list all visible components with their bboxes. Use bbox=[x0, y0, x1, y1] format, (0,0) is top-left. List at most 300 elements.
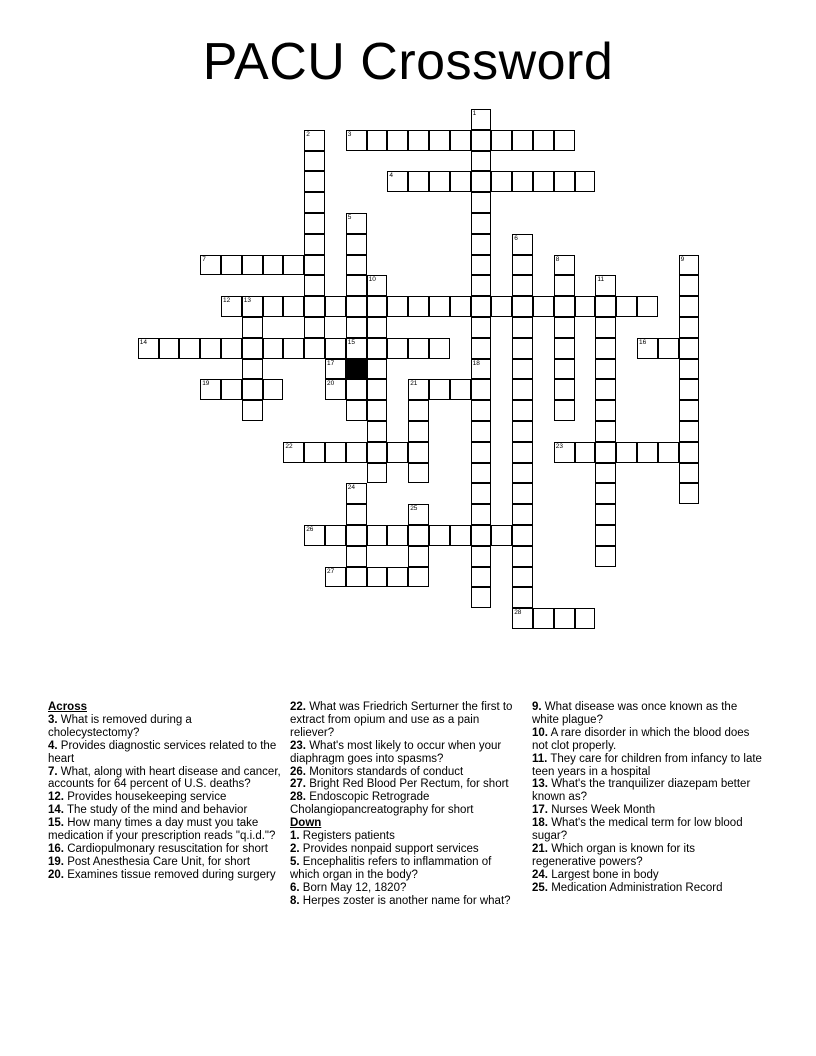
crossword-cell[interactable] bbox=[346, 213, 367, 234]
crossword-cell[interactable] bbox=[367, 525, 388, 546]
crossword-cell[interactable] bbox=[304, 296, 325, 317]
crossword-cell[interactable] bbox=[616, 296, 637, 317]
crossword-cell[interactable] bbox=[595, 400, 616, 421]
crossword-cell[interactable] bbox=[595, 317, 616, 338]
crossword-cell[interactable] bbox=[471, 275, 492, 296]
crossword-cell[interactable] bbox=[429, 525, 450, 546]
clues-column-1 bbox=[48, 701, 284, 882]
crossword-cell[interactable] bbox=[533, 171, 554, 192]
crossword-cell[interactable] bbox=[679, 317, 700, 338]
crossword-cell[interactable] bbox=[221, 338, 242, 359]
crossword-cell[interactable] bbox=[554, 296, 575, 317]
across-heading: Across bbox=[48, 701, 87, 713]
crossword-cell[interactable] bbox=[387, 296, 408, 317]
crossword-cell[interactable] bbox=[408, 338, 429, 359]
crossword-cell[interactable] bbox=[512, 379, 533, 400]
crossword-cell[interactable] bbox=[159, 338, 180, 359]
clue-number-label: 17. bbox=[532, 804, 548, 817]
crossword-cell[interactable] bbox=[512, 338, 533, 359]
crossword-cell[interactable] bbox=[471, 463, 492, 484]
crossword-cell[interactable] bbox=[471, 442, 492, 463]
crossword-cell[interactable] bbox=[283, 255, 304, 276]
crossword-cell[interactable] bbox=[367, 338, 388, 359]
clue-text: What disease was once known as the white plague? bbox=[532, 701, 738, 726]
clue-text: What is removed during a cholecystectomy? bbox=[48, 713, 192, 739]
crossword-cell[interactable] bbox=[512, 525, 533, 546]
crossword-cell[interactable] bbox=[408, 463, 429, 484]
crossword-cell[interactable] bbox=[242, 379, 263, 400]
crossword-cell[interactable] bbox=[179, 338, 200, 359]
crossword-cell[interactable] bbox=[346, 400, 367, 421]
crossword-cell[interactable] bbox=[304, 338, 325, 359]
clue-number: 12 bbox=[223, 297, 231, 305]
clue-item bbox=[48, 714, 284, 740]
crossword-cell[interactable] bbox=[346, 546, 367, 567]
crossword-cell[interactable] bbox=[575, 171, 596, 192]
crossword-cell[interactable] bbox=[367, 296, 388, 317]
clue-number: 1 bbox=[472, 110, 477, 117]
clue-number: 18 bbox=[472, 359, 480, 367]
crossword-cell[interactable] bbox=[554, 338, 575, 359]
crossword-cell[interactable] bbox=[512, 171, 533, 192]
clue-text: Endoscopic Retrograde Cholangiopancreatography for short bbox=[290, 791, 474, 817]
crossword-cell[interactable] bbox=[512, 359, 533, 380]
crossword-cell[interactable] bbox=[637, 296, 658, 317]
crossword-cell[interactable] bbox=[263, 338, 284, 359]
crossword-cell[interactable] bbox=[471, 192, 492, 213]
crossword-cell[interactable] bbox=[325, 338, 346, 359]
clue-number-label: 24. bbox=[532, 868, 548, 881]
crossword-cell[interactable] bbox=[512, 275, 533, 296]
crossword-cell[interactable] bbox=[471, 546, 492, 567]
clue-number: 6 bbox=[514, 234, 518, 242]
crossword-cell[interactable] bbox=[575, 296, 596, 317]
crossword-cell[interactable] bbox=[304, 255, 325, 276]
clue-text: The study of the mind and behavior bbox=[67, 804, 248, 817]
crossword-cell[interactable] bbox=[595, 379, 616, 400]
crossword-cell[interactable] bbox=[408, 379, 429, 400]
clue-item bbox=[48, 804, 284, 817]
crossword-cell[interactable] bbox=[471, 171, 492, 192]
crossword-cell[interactable] bbox=[304, 275, 325, 296]
clue-item bbox=[48, 869, 284, 882]
clue-number: 7 bbox=[202, 255, 206, 263]
clue-number: 22 bbox=[285, 442, 293, 450]
clue-text: Post Anesthesia Care Unit, for short bbox=[67, 855, 251, 868]
crossword-cell[interactable] bbox=[408, 546, 429, 567]
clue-text: Cardiopulmonary resuscitation for short bbox=[67, 842, 268, 855]
crossword-cell[interactable] bbox=[387, 338, 408, 359]
clue-number-label: 15. bbox=[48, 817, 64, 830]
crossword-cell[interactable] bbox=[325, 379, 346, 400]
crossword-cell[interactable] bbox=[387, 171, 408, 192]
crossword-cell[interactable] bbox=[367, 400, 388, 421]
crossword-cell[interactable] bbox=[512, 317, 533, 338]
crossword-cell[interactable] bbox=[263, 296, 284, 317]
crossword-cell[interactable] bbox=[658, 442, 679, 463]
crossword-cell[interactable] bbox=[512, 483, 533, 504]
crossword-cell[interactable] bbox=[346, 130, 367, 151]
crossword-cell[interactable] bbox=[512, 567, 533, 588]
crossword-cell[interactable] bbox=[554, 442, 575, 463]
clue-item bbox=[48, 740, 284, 766]
crossword-cell[interactable] bbox=[346, 525, 367, 546]
clue-number-label: 8. bbox=[290, 894, 300, 907]
crossword-cell[interactable] bbox=[679, 338, 700, 359]
crossword-cell[interactable] bbox=[679, 255, 700, 276]
crossword-cell[interactable] bbox=[346, 504, 367, 525]
crossword-cell[interactable] bbox=[221, 296, 242, 317]
crossword-cell[interactable] bbox=[554, 608, 575, 629]
clue-number-label: 13. bbox=[532, 778, 548, 791]
crossword-cell[interactable] bbox=[512, 234, 533, 255]
crossword-cell[interactable] bbox=[595, 463, 616, 484]
crossword-cell[interactable] bbox=[471, 317, 492, 338]
clue-item bbox=[290, 882, 522, 895]
crossword-cell[interactable] bbox=[346, 483, 367, 504]
crossword-cell[interactable] bbox=[387, 567, 408, 588]
crossword-cell[interactable] bbox=[283, 296, 304, 317]
crossword-cell[interactable] bbox=[471, 525, 492, 546]
crossword-cell[interactable] bbox=[595, 421, 616, 442]
clue-item bbox=[290, 791, 522, 817]
crossword-cell[interactable] bbox=[554, 400, 575, 421]
crossword-cell[interactable] bbox=[471, 213, 492, 234]
crossword-cell[interactable] bbox=[242, 317, 263, 338]
clue-number: 24 bbox=[347, 484, 356, 492]
crossword-cell[interactable] bbox=[679, 400, 700, 421]
crossword-cell[interactable] bbox=[304, 234, 325, 255]
crossword-cell[interactable] bbox=[554, 255, 575, 276]
crossword-cell[interactable] bbox=[512, 442, 533, 463]
crossword-cell[interactable] bbox=[200, 338, 221, 359]
crossword-cell[interactable] bbox=[471, 234, 492, 255]
crossword-cell[interactable] bbox=[304, 525, 325, 546]
clue-number-label: 26. bbox=[290, 765, 306, 778]
crossword-cell[interactable] bbox=[512, 400, 533, 421]
clue-text: Nurses Week Month bbox=[551, 804, 656, 817]
clue-item bbox=[532, 753, 762, 779]
crossword-cell[interactable] bbox=[242, 296, 263, 317]
crossword-cell[interactable] bbox=[595, 525, 616, 546]
crossword-cell[interactable] bbox=[491, 171, 512, 192]
crossword-cell[interactable] bbox=[471, 296, 492, 317]
crossword-cell[interactable] bbox=[346, 255, 367, 276]
crossword-cell[interactable] bbox=[450, 525, 471, 546]
crossword-cell[interactable] bbox=[408, 130, 429, 151]
clue-number: 4 bbox=[389, 172, 394, 180]
crossword-cell[interactable] bbox=[575, 608, 596, 629]
clue-item bbox=[532, 882, 762, 895]
crossword-cell[interactable] bbox=[471, 567, 492, 588]
crossword-cell[interactable] bbox=[263, 255, 284, 276]
crossword-cell[interactable] bbox=[512, 608, 533, 629]
clue-text: Provides housekeeping service bbox=[67, 791, 227, 804]
clue-number: 11 bbox=[597, 276, 605, 284]
crossword-cell[interactable] bbox=[242, 359, 263, 380]
crossword-cell[interactable] bbox=[346, 442, 367, 463]
clue-number: 27 bbox=[327, 567, 335, 575]
crossword-cell[interactable] bbox=[471, 504, 492, 525]
crossword-cell[interactable] bbox=[512, 587, 533, 608]
crossword-cell[interactable] bbox=[221, 255, 242, 276]
crossword-cell[interactable] bbox=[325, 359, 346, 380]
crossword-cell[interactable] bbox=[429, 296, 450, 317]
crossword-cell[interactable] bbox=[554, 317, 575, 338]
crossword-cell[interactable] bbox=[346, 567, 367, 588]
clue-number: 2 bbox=[306, 130, 310, 138]
clue-text: Born May 12, 1820? bbox=[302, 881, 407, 894]
clue-item bbox=[290, 843, 522, 856]
clue-number-label: 14. bbox=[48, 804, 64, 817]
clue-item bbox=[290, 830, 522, 843]
crossword-cell[interactable] bbox=[554, 379, 575, 400]
clue-text: What's most likely to occur when your diaphragm goes into spasms? bbox=[290, 739, 502, 765]
crossword-cell[interactable] bbox=[387, 130, 408, 151]
crossword-cell[interactable] bbox=[304, 192, 325, 213]
crossword-cell[interactable] bbox=[283, 442, 304, 463]
crossword-cell[interactable] bbox=[679, 463, 700, 484]
crossword-cell[interactable] bbox=[491, 296, 512, 317]
clue-item bbox=[532, 804, 762, 817]
clue-number: 17 bbox=[327, 359, 335, 367]
crossword-cell[interactable] bbox=[471, 587, 492, 608]
clue-text: A rare disorder in which the blood does not clot properly. bbox=[532, 726, 750, 752]
crossword-cell[interactable] bbox=[367, 421, 388, 442]
crossword-cell[interactable] bbox=[450, 379, 471, 400]
crossword-cell[interactable] bbox=[408, 504, 429, 525]
clue-item bbox=[290, 778, 522, 791]
crossword-cell[interactable] bbox=[367, 463, 388, 484]
crossword-cell[interactable] bbox=[554, 171, 575, 192]
crossword-cell[interactable] bbox=[533, 130, 554, 151]
crossword-cell[interactable] bbox=[367, 567, 388, 588]
crossword-cell[interactable] bbox=[512, 130, 533, 151]
crossword-cell[interactable] bbox=[304, 171, 325, 192]
crossword-cell[interactable] bbox=[491, 130, 512, 151]
clue-text: What was Friedrich Serturner the first to extract from opium and use as a pain reliever? bbox=[290, 701, 513, 739]
clue-number-label: 28. bbox=[290, 791, 306, 804]
crossword-cell[interactable] bbox=[429, 338, 450, 359]
crossword-cell[interactable] bbox=[679, 275, 700, 296]
crossword-cell[interactable] bbox=[471, 379, 492, 400]
crossword-cell[interactable] bbox=[367, 359, 388, 380]
clue-item bbox=[48, 856, 284, 869]
clue-text: Monitors standards of conduct bbox=[309, 765, 464, 778]
crossword-cell[interactable] bbox=[408, 442, 429, 463]
clue-item bbox=[48, 791, 284, 804]
crossword-cell[interactable] bbox=[471, 151, 492, 172]
crossword-cell[interactable] bbox=[595, 546, 616, 567]
clue-number: 15 bbox=[347, 338, 356, 346]
crossword-cell[interactable] bbox=[304, 151, 325, 172]
down-heading: Down bbox=[290, 817, 322, 830]
crossword-cell[interactable] bbox=[200, 379, 221, 400]
crossword-cell[interactable] bbox=[595, 483, 616, 504]
clue-text: Encephalitis refers to inflammation of which organ in the body? bbox=[290, 855, 492, 881]
crossword-cell[interactable] bbox=[512, 504, 533, 525]
crossword-cell[interactable] bbox=[242, 255, 263, 276]
crossword-cell[interactable] bbox=[679, 483, 700, 504]
clue-item bbox=[48, 766, 284, 792]
crossword-cell[interactable] bbox=[679, 379, 700, 400]
crossword-cell[interactable] bbox=[533, 296, 554, 317]
crossword-cell[interactable] bbox=[304, 213, 325, 234]
crossword-cell[interactable] bbox=[138, 338, 159, 359]
crossword-cell[interactable] bbox=[304, 442, 325, 463]
clue-number-label: 27. bbox=[290, 778, 306, 791]
crossword-cell[interactable] bbox=[595, 338, 616, 359]
crossword-cell[interactable] bbox=[595, 442, 616, 463]
crossword-cell[interactable] bbox=[325, 296, 346, 317]
crossword-cell[interactable] bbox=[637, 338, 658, 359]
crossword-cell[interactable] bbox=[387, 525, 408, 546]
crossword-cell[interactable] bbox=[595, 504, 616, 525]
crossword-cell[interactable] bbox=[471, 338, 492, 359]
crossword-cell[interactable] bbox=[679, 296, 700, 317]
crossword-cell[interactable] bbox=[471, 483, 492, 504]
crossword-cell[interactable] bbox=[429, 171, 450, 192]
crossword-cell[interactable] bbox=[679, 442, 700, 463]
crossword-cell[interactable] bbox=[367, 442, 388, 463]
crossword-cell[interactable] bbox=[512, 421, 533, 442]
crossword-cell[interactable] bbox=[471, 421, 492, 442]
crossword-cell[interactable] bbox=[450, 171, 471, 192]
crossword-cell[interactable] bbox=[533, 608, 554, 629]
crossword-black-cell bbox=[346, 359, 367, 380]
clue-item bbox=[532, 843, 762, 869]
crossword-cell[interactable] bbox=[346, 379, 367, 400]
page-title: PACU Crossword bbox=[202, 33, 614, 91]
crossword-cell[interactable] bbox=[595, 359, 616, 380]
clue-number-label: 25. bbox=[532, 881, 548, 894]
crossword-cell[interactable] bbox=[408, 400, 429, 421]
crossword-cell[interactable] bbox=[304, 130, 325, 151]
crossword-cell[interactable] bbox=[679, 421, 700, 442]
clue-item bbox=[532, 701, 762, 727]
crossword-cell[interactable] bbox=[450, 296, 471, 317]
crossword-cell[interactable] bbox=[346, 234, 367, 255]
clue-number: 19 bbox=[202, 380, 210, 388]
clue-number-label: 1. bbox=[290, 830, 300, 843]
clue-number: 16 bbox=[639, 338, 647, 346]
clue-number-label: 6. bbox=[290, 881, 300, 894]
clue-number-label: 4. bbox=[48, 739, 58, 752]
clue-text: Which organ is known for its regenerative powers? bbox=[532, 842, 696, 868]
clues-column-3 bbox=[532, 701, 762, 895]
crossword-cell[interactable] bbox=[512, 463, 533, 484]
clue-number: 14 bbox=[139, 338, 148, 346]
crossword-cell[interactable] bbox=[367, 317, 388, 338]
crossword-cell[interactable] bbox=[283, 338, 304, 359]
crossword-cell[interactable] bbox=[242, 338, 263, 359]
crossword-cell[interactable] bbox=[408, 296, 429, 317]
clue-number-label: 9. bbox=[532, 701, 542, 713]
clue-number: 8 bbox=[555, 255, 560, 263]
crossword-cell[interactable] bbox=[325, 567, 346, 588]
clue-text: Bright Red Blood Per Rectum, for short bbox=[309, 778, 509, 791]
clue-number-label: 3. bbox=[48, 713, 58, 726]
crossword-cell[interactable] bbox=[346, 338, 367, 359]
crossword-cell[interactable] bbox=[491, 525, 512, 546]
crossword-cell[interactable] bbox=[512, 296, 533, 317]
clue-item bbox=[290, 856, 522, 882]
crossword-cell[interactable] bbox=[346, 317, 367, 338]
clue-item bbox=[290, 740, 522, 766]
crossword-cell[interactable] bbox=[408, 421, 429, 442]
crossword-cell[interactable] bbox=[346, 296, 367, 317]
crossword-cell[interactable] bbox=[263, 379, 284, 400]
crossword-cell[interactable] bbox=[658, 338, 679, 359]
crossword-cell[interactable] bbox=[512, 546, 533, 567]
crossword-cell[interactable] bbox=[471, 130, 492, 151]
clue-text: Herpes zoster is another name for what? bbox=[302, 894, 511, 907]
clue-number-label: 22. bbox=[290, 701, 306, 713]
clue-number: 26 bbox=[306, 526, 314, 533]
crossword-cell[interactable] bbox=[304, 317, 325, 338]
clue-text: What, along with heart disease and cancer, accounts for 64 percent of U.S. deaths? bbox=[48, 765, 281, 791]
crossword-cell[interactable] bbox=[471, 109, 492, 130]
crossword-cell[interactable] bbox=[387, 442, 408, 463]
crossword-cell[interactable] bbox=[679, 359, 700, 380]
clue-number: 21 bbox=[410, 380, 418, 388]
crossword-cell[interactable] bbox=[616, 442, 637, 463]
clue-text: Provides diagnostic services related to the heart bbox=[48, 739, 277, 765]
crossword-cell[interactable] bbox=[367, 130, 388, 151]
clue-text: Registers patients bbox=[302, 830, 395, 843]
crossword-cell[interactable] bbox=[408, 171, 429, 192]
clues-column-2 bbox=[290, 701, 522, 908]
crossword-cell[interactable] bbox=[429, 130, 450, 151]
crossword-cell[interactable] bbox=[242, 400, 263, 421]
crossword-cell[interactable] bbox=[200, 255, 221, 276]
crossword-cell[interactable] bbox=[408, 567, 429, 588]
clue-number: 23 bbox=[555, 442, 564, 450]
crossword-cell[interactable] bbox=[429, 379, 450, 400]
crossword-cell[interactable] bbox=[471, 400, 492, 421]
crossword-cell[interactable] bbox=[554, 359, 575, 380]
crossword-cell[interactable] bbox=[554, 130, 575, 151]
crossword-cell[interactable] bbox=[595, 275, 616, 296]
clue-text: What's the medical term for low blood sugar? bbox=[532, 817, 743, 843]
clue-number: 9 bbox=[680, 255, 685, 263]
clue-number-label: 5. bbox=[290, 855, 300, 868]
clue-number: 20 bbox=[327, 380, 335, 388]
crossword-cell[interactable] bbox=[346, 275, 367, 296]
clue-number-label: 11. bbox=[532, 752, 548, 765]
crossword-cell[interactable] bbox=[471, 255, 492, 276]
clue-text: They care for children from infancy to late teen years in a hospital bbox=[532, 752, 762, 778]
clue-number-label: 7. bbox=[48, 765, 58, 778]
crossword-cell[interactable] bbox=[221, 379, 242, 400]
crossword-cell[interactable] bbox=[554, 275, 575, 296]
clue-number-label: 16. bbox=[48, 842, 64, 855]
crossword-cell[interactable] bbox=[512, 255, 533, 276]
crossword-cell[interactable] bbox=[367, 275, 388, 296]
crossword-cell[interactable] bbox=[367, 379, 388, 400]
crossword-cell[interactable] bbox=[325, 525, 346, 546]
crossword-cell[interactable] bbox=[325, 442, 346, 463]
clue-text: Largest bone in body bbox=[551, 868, 659, 881]
crossword-cell[interactable] bbox=[575, 442, 596, 463]
crossword-cell[interactable] bbox=[408, 525, 429, 546]
crossword-cell[interactable] bbox=[450, 130, 471, 151]
crossword-cell[interactable] bbox=[595, 296, 616, 317]
clue-number: 3 bbox=[347, 130, 352, 138]
crossword-cell[interactable] bbox=[637, 442, 658, 463]
clue-number: 13 bbox=[243, 297, 252, 305]
crossword-cell[interactable] bbox=[471, 359, 492, 380]
